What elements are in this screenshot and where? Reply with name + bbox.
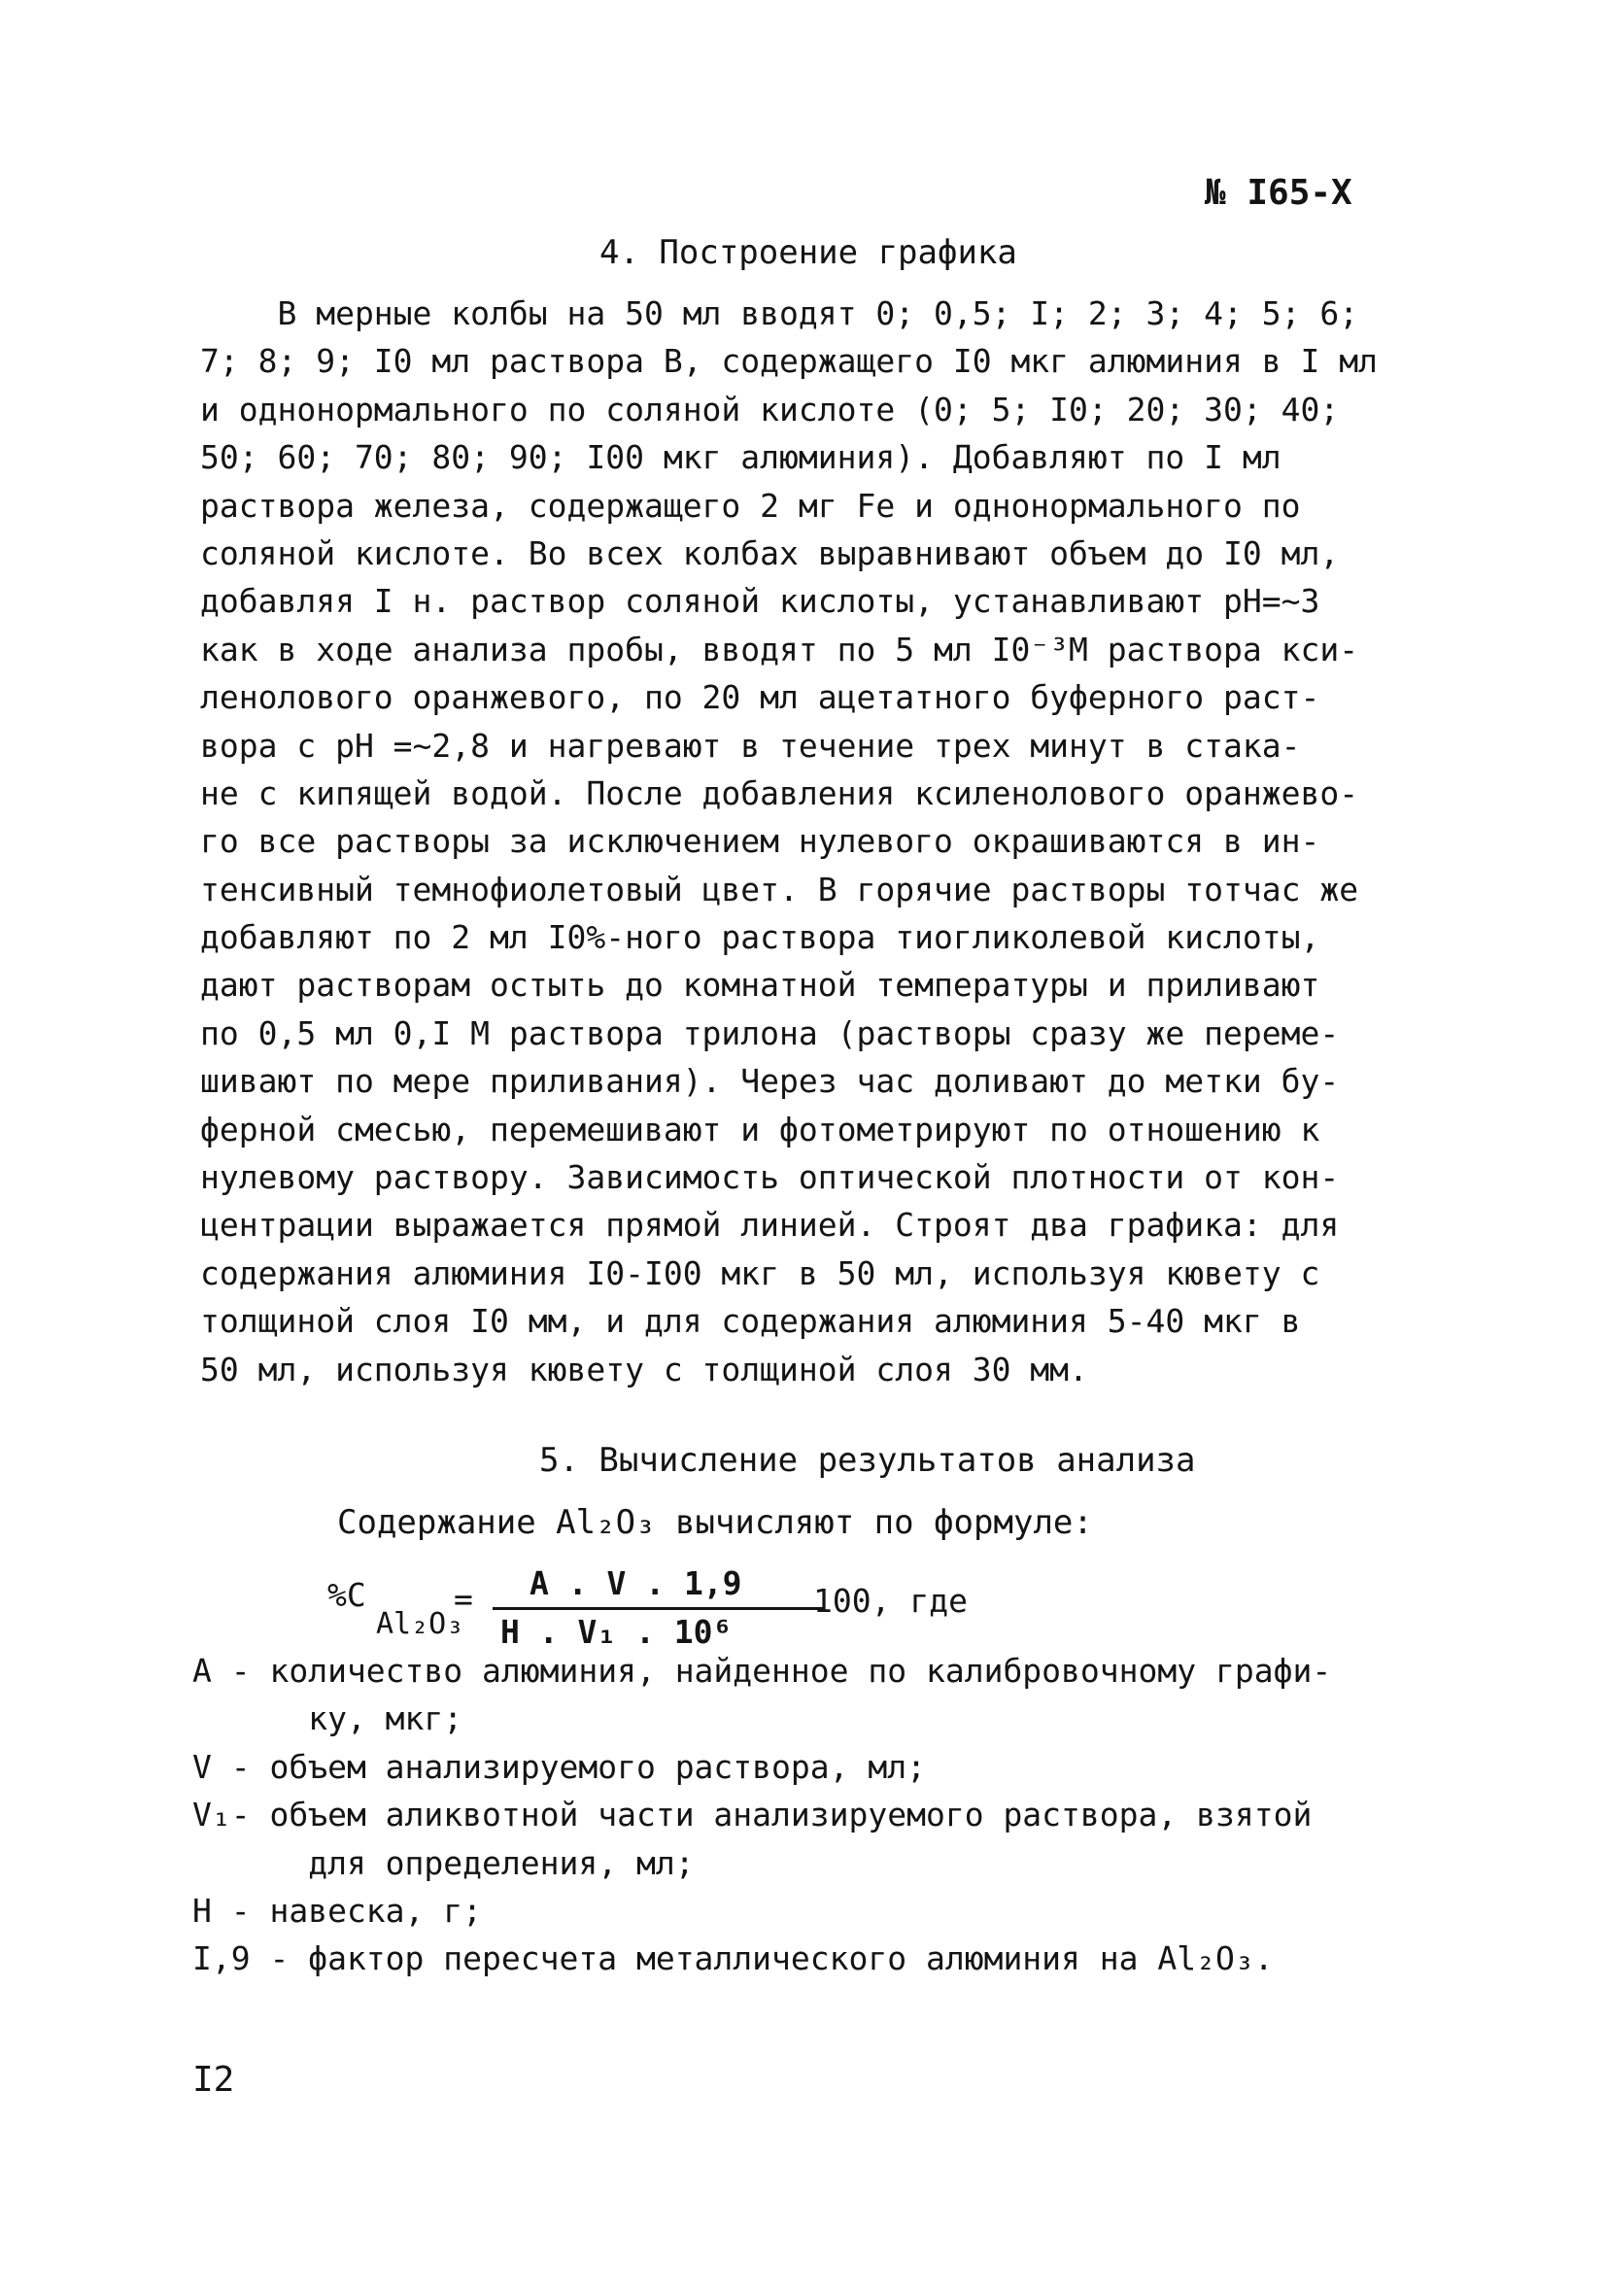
definition-line: I,9 - фактор пересчета металлического алюминия на Al₂O₃. — [192, 1939, 1274, 1978]
definition-line: Н - навеска, г; — [192, 1891, 483, 1930]
text-line: 50; 60; 70; 80; 90; I00 мкг алюминия). Добавляют по I мл — [200, 438, 1281, 477]
text-line: содержания алюминия I0-I00 мкг в 50 мл, используя кювету с — [200, 1253, 1320, 1292]
definition-line: для определения, мл; — [192, 1843, 695, 1882]
text-line: добавляя I н. раствор соляной кислоты, устанавливают pH=~3 — [200, 582, 1320, 621]
formula-intro: Содержание Al₂O₃ вычисляют по формуле: — [337, 1503, 1093, 1542]
formula-lhs-subscript: Al₂O₃ — [376, 1607, 464, 1641]
text-line: соляной кислоте. Во всех колбах выравнивают объем до I0 мл, — [200, 533, 1340, 572]
text-line: раствора железа, содержащего 2 мг Fe и однонормального по — [200, 486, 1301, 525]
section-4-heading: 4. Построение графика — [599, 233, 1017, 272]
text-line: ферной смесью, перемешивают и фотометрируют по отношению к — [200, 1110, 1320, 1148]
definition-line: А - количество алюминия, найденное по калибровочному графи- — [192, 1652, 1332, 1690]
formula-denominator: Н . V₁ . 10⁶ — [500, 1613, 733, 1651]
section-5-heading: 5. Вычисление результатов анализа — [539, 1441, 1196, 1480]
text-line: го все растворы за исключением нулевого окрашиваются в ин- — [200, 822, 1320, 861]
document-number: № I65-X — [1205, 173, 1352, 213]
text-line: 50 мл, используя кювету с толщиной слоя 30 мм. — [200, 1350, 1088, 1388]
text-line: не с кипящей водой. После добавления ксиленолового оранжево- — [200, 773, 1359, 812]
text-line: толщиной слоя I0 мм, и для содержания алюминия 5-40 мкг в — [200, 1302, 1301, 1341]
text-line: 7; 8; 9; I0 мл раствора В, содержащего I0 мкг алюминия в I мл — [200, 342, 1378, 381]
variable-definitions — [192, 1647, 1331, 1983]
formula-tail: 100, где — [813, 1582, 968, 1620]
text-line: как в ходе анализа пробы, вводят по 5 мл I0⁻³М раствора кси- — [200, 630, 1359, 668]
definition-line: V - объем анализируемого раствора, мл; — [192, 1747, 926, 1786]
formula-lhs: %C — [327, 1576, 366, 1614]
text-line: добавляют по 2 мл I0%-ного раствора тиогликолевой кислоты, — [200, 918, 1320, 957]
page-number: I2 — [192, 2060, 235, 2100]
fraction-bar — [493, 1607, 823, 1610]
text-line: нулевому раствору. Зависимость оптической плотности от кон- — [200, 1158, 1340, 1197]
definition-line: V₁- объем аликвотной части анализируемого раствора, взятой — [192, 1796, 1313, 1834]
formula-numerator: A . V . 1,9 — [530, 1564, 742, 1602]
text-line: по 0,5 мл 0,I М раствора трилона (растворы сразу же переме- — [200, 1013, 1340, 1052]
text-line: тенсивный темнофиолетовый цвет. В горячие растворы тотчас же — [200, 870, 1359, 908]
definition-line: ку, мкг; — [192, 1699, 463, 1738]
formula-equals: = — [454, 1580, 473, 1618]
text-line: ленолового оранжевого, по 20 мл ацетатного буферного раст- — [200, 678, 1320, 717]
text-line: шивают по мере приливания). Через час доливают до метки бу- — [200, 1062, 1340, 1101]
text-line: дают растворам остыть до комнатной температуры и приливают — [200, 966, 1320, 1005]
text-line: и однонормального по соляной кислоте (0; 5; I0; 20; 30; 40; — [200, 390, 1340, 428]
text-line: вора с pH =~2,8 и нагревают в течение трех минут в стака- — [200, 726, 1301, 765]
text-line: В мерные колбы на 50 мл вводят 0; 0,5; I; 2; 3; 4; 5; 6; — [200, 294, 1359, 332]
formula — [327, 1564, 1066, 1652]
text-line: центрации выражается прямой линией. Строят два графика: для — [200, 1206, 1340, 1245]
section-4-body — [200, 290, 1415, 1393]
